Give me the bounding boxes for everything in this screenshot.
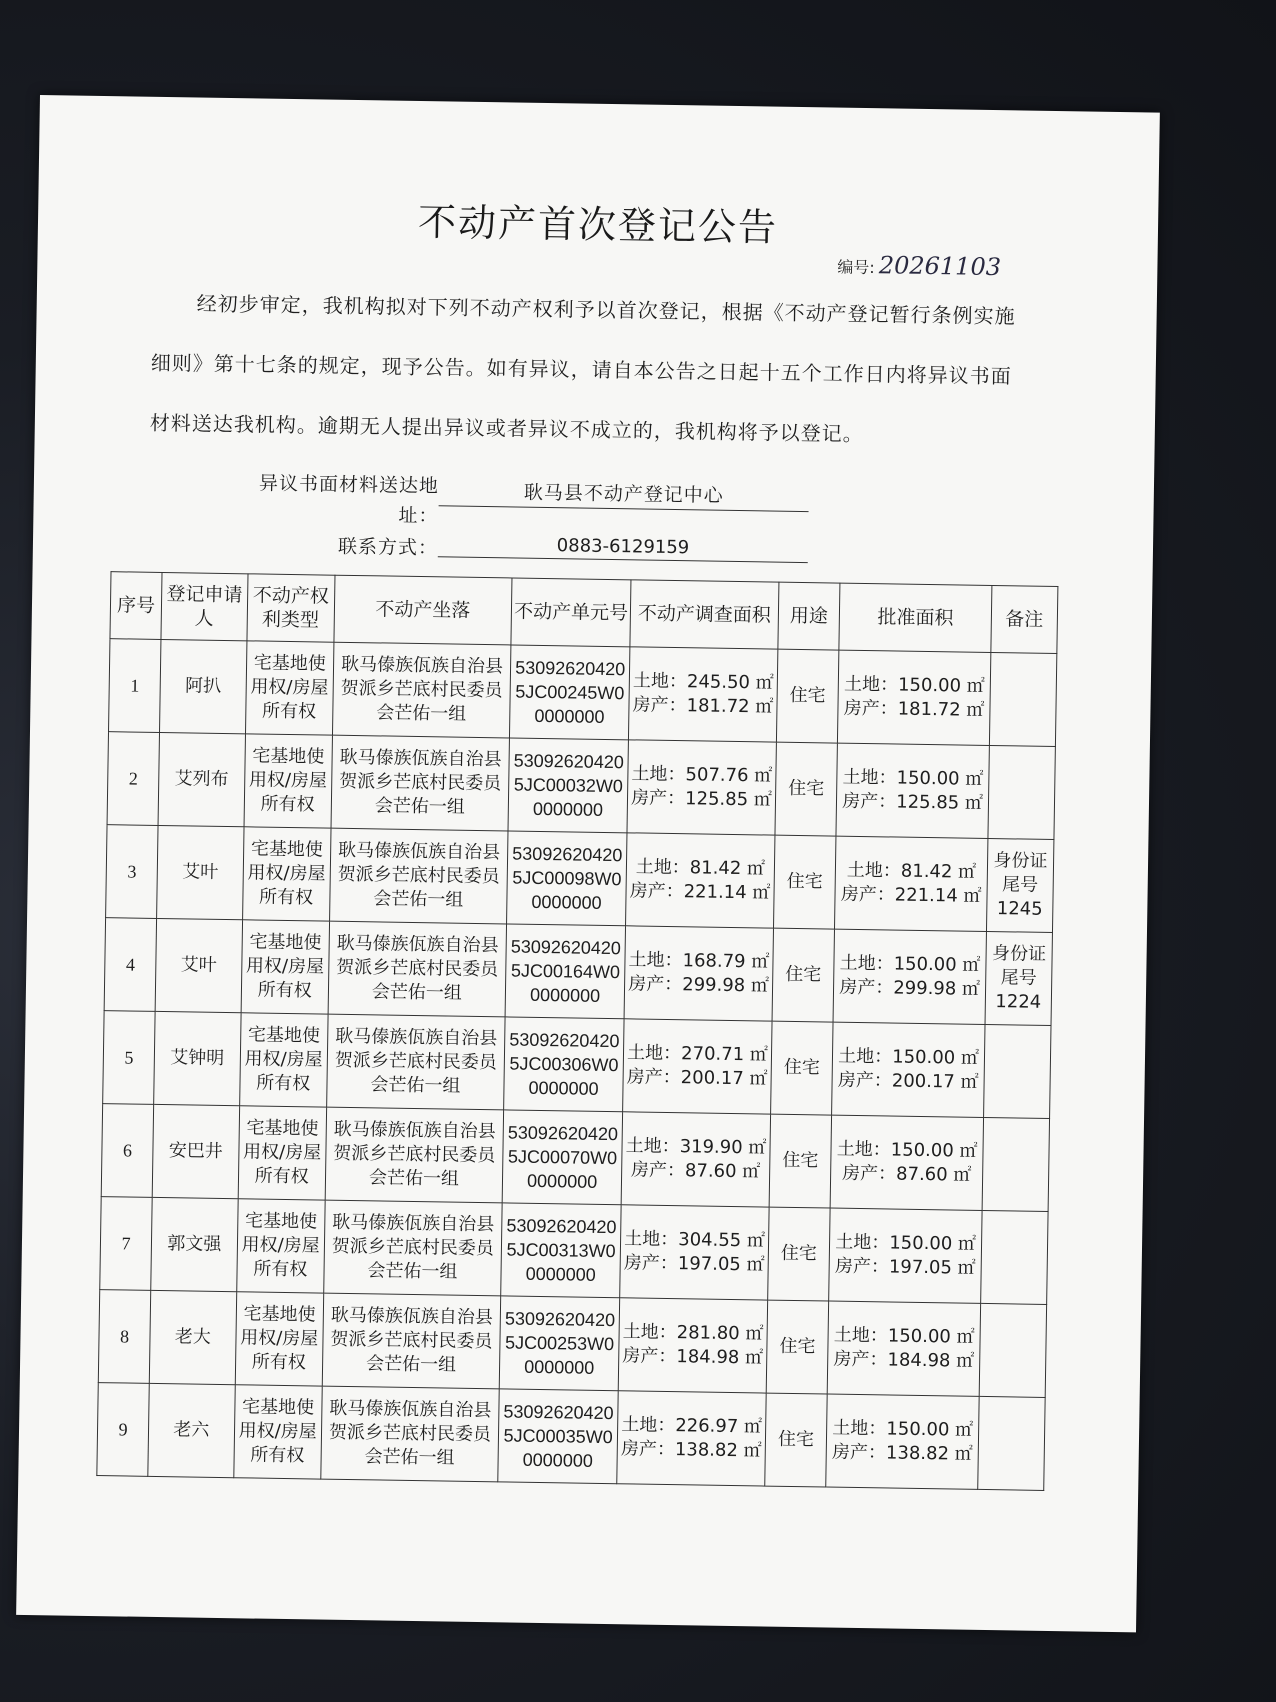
- survey-land: 土地：281.80 ㎡: [622, 1321, 764, 1345]
- table-row: [100, 1197, 1048, 1305]
- table-row: [103, 1011, 1051, 1119]
- cell-use: 住宅: [773, 835, 836, 929]
- approved-house: 房产：125.85 ㎡: [842, 790, 984, 814]
- table-row: [98, 1290, 1046, 1398]
- cell-use: 住宅: [766, 1300, 829, 1394]
- cell-remark: [982, 1117, 1050, 1211]
- header-right-type: 不动产权利类型: [246, 574, 334, 642]
- cell-seq: 6: [101, 1104, 154, 1198]
- table-row: [101, 1104, 1049, 1212]
- survey-land: 土地：245.50 ㎡: [632, 670, 774, 694]
- header-approved-area: 批准面积: [839, 583, 991, 652]
- survey-land: 土地：270.71 ㎡: [626, 1042, 769, 1066]
- survey-house: 房产：299.98 ㎡: [628, 973, 770, 997]
- header-location: 不动产坐落: [334, 575, 512, 645]
- cell-unit-no: 530926204205JC00035W00000000: [498, 1389, 619, 1484]
- cell-remark: 身份证尾号1245: [986, 838, 1054, 932]
- table-row: [97, 1383, 1045, 1491]
- document-number: [837, 251, 1001, 282]
- cell-use: 住宅: [770, 1021, 833, 1115]
- objection-address-label-line2: 址：: [398, 504, 439, 528]
- cell-survey-area: [620, 1205, 769, 1300]
- approved-land: 土地：150.00 ㎡: [832, 1417, 974, 1441]
- survey-land: 土地：304.55 ㎡: [624, 1228, 766, 1252]
- cell-location: 耿马傣族佤族自治县贺派乡芒底村民委员会芒佑一组: [332, 642, 510, 738]
- approved-land: 土地：150.00 ㎡: [833, 1324, 975, 1348]
- cell-survey-area: [626, 833, 775, 928]
- notice-paragraph-line-3: 材料送达我机构。逾期无人提出异议或者异议不成立的，我机构将予以登记。: [149, 410, 864, 446]
- cell-approved-area: [826, 1394, 979, 1489]
- cell-seq: 5: [103, 1011, 156, 1105]
- survey-house: 房产：197.05 ㎡: [623, 1252, 765, 1276]
- cell-approved-area: [832, 1022, 985, 1117]
- cell-approved-area: [828, 1301, 981, 1396]
- approved-house: 房产：181.72 ㎡: [843, 697, 985, 721]
- approved-land: 土地：150.00 ㎡: [842, 766, 984, 790]
- survey-land: 土地：81.42 ㎡: [635, 856, 766, 880]
- cell-survey-area: [629, 647, 778, 742]
- approved-house: 房产：138.82 ㎡: [831, 1441, 973, 1465]
- cell-right-type: 宅基地使用权/房屋所有权: [245, 641, 334, 735]
- cell-unit-no: 530926204205JC00253W00000000: [499, 1296, 620, 1391]
- document-number-handwritten: 20261103: [878, 251, 1002, 282]
- document-number-label: 编号:: [837, 257, 875, 278]
- cell-applicant: 安巴井: [152, 1104, 239, 1198]
- cell-applicant: 艾钟明: [154, 1011, 241, 1105]
- cell-right-type: 宅基地使用权/房屋所有权: [244, 734, 333, 828]
- cell-survey-area: [627, 740, 776, 835]
- notice-paragraph-line-1: 经初步审定，我机构拟对下列不动产权利予以首次登记，根据《不动产登记暂行条例实施: [196, 291, 1016, 329]
- cell-remark: [988, 745, 1056, 839]
- survey-house: 房产：181.72 ㎡: [632, 694, 774, 718]
- cell-approved-area: [833, 929, 986, 1024]
- cell-location: 耿马傣族佤族自治县贺派乡芒底村民委员会芒佑一组: [325, 1107, 503, 1203]
- header-use: 用途: [777, 582, 840, 650]
- cell-approved-area: [836, 743, 989, 838]
- approved-house: 房产：87.60 ㎡: [841, 1162, 972, 1186]
- cell-seq: 1: [109, 639, 162, 733]
- cell-right-type: 宅基地使用权/房屋所有权: [242, 827, 331, 921]
- cell-location: 耿马傣族佤族自治县贺派乡芒底村民委员会芒佑一组: [324, 1200, 502, 1296]
- cell-survey-area: [623, 1019, 772, 1114]
- contact-value: 0883-6129159: [438, 533, 808, 563]
- notice-sheet: [16, 95, 1160, 1632]
- header-unit-no: 不动产单元号: [511, 578, 631, 647]
- table-row: [107, 732, 1055, 840]
- objection-address-label-line1: 异议书面材料送达地: [258, 472, 440, 498]
- survey-house: 房产：125.85 ㎡: [630, 787, 773, 811]
- approved-land: 土地：81.42 ㎡: [846, 859, 977, 883]
- cell-location: 耿马傣族佤族自治县贺派乡芒底村民委员会芒佑一组: [331, 735, 509, 831]
- cell-right-type: 宅基地使用权/房屋所有权: [233, 1385, 322, 1479]
- table-row: [106, 825, 1054, 933]
- cell-right-type: 宅基地使用权/房屋所有权: [236, 1199, 325, 1293]
- cell-approved-area: [838, 650, 991, 745]
- cell-applicant: 郭文强: [151, 1197, 238, 1291]
- cell-survey-area: [624, 926, 773, 1021]
- survey-house: 房产：184.98 ㎡: [622, 1345, 764, 1369]
- cell-remark: [983, 1024, 1051, 1118]
- cell-right-type: 宅基地使用权/房屋所有权: [239, 1013, 328, 1107]
- approved-house: 房产：200.17 ㎡: [837, 1069, 979, 1093]
- cell-remark: [980, 1210, 1048, 1304]
- cell-approved-area: [835, 836, 988, 931]
- cell-survey-area: [619, 1298, 768, 1393]
- approved-house: 房产：221.14 ㎡: [840, 883, 982, 907]
- cell-unit-no: 530926204205JC00245W00000000: [509, 645, 630, 740]
- cell-applicant: 艾叶: [157, 825, 244, 919]
- header-survey-area: 不动产调查面积: [630, 580, 778, 649]
- table-row: [109, 639, 1057, 747]
- cell-use: 住宅: [772, 928, 835, 1022]
- cell-use: 住宅: [776, 649, 839, 743]
- cell-seq: 8: [98, 1290, 151, 1384]
- cell-seq: 3: [106, 825, 159, 919]
- header-seq: 序号: [110, 572, 162, 640]
- cell-applicant: 阿扒: [160, 639, 247, 733]
- survey-land: 土地：319.90 ㎡: [625, 1135, 767, 1159]
- cell-unit-no: 530926204205JC00032W00000000: [508, 738, 629, 833]
- cell-approved-area: [829, 1208, 982, 1303]
- cell-remark: 身份证尾号1224: [985, 931, 1053, 1025]
- cell-seq: 4: [104, 918, 157, 1012]
- cell-right-type: 宅基地使用权/房屋所有权: [238, 1106, 327, 1200]
- cell-unit-no: 530926204205JC00306W00000000: [504, 1017, 625, 1112]
- objection-address-label: [258, 468, 439, 531]
- cell-unit-no: 530926204205JC00313W00000000: [501, 1203, 622, 1298]
- survey-land: 土地：226.97 ㎡: [621, 1414, 763, 1438]
- cell-right-type: 宅基地使用权/房屋所有权: [235, 1292, 324, 1386]
- cell-use: 住宅: [767, 1207, 830, 1301]
- cell-location: 耿马傣族佤族自治县贺派乡芒底村民委员会芒佑一组: [329, 828, 507, 924]
- table-row: [104, 918, 1052, 1026]
- survey-house: 房产：87.60 ㎡: [630, 1159, 761, 1183]
- approved-house: 房产：184.98 ㎡: [833, 1348, 975, 1372]
- survey-house: 房产：138.82 ㎡: [620, 1438, 762, 1462]
- survey-land: 土地：507.76 ㎡: [631, 763, 773, 787]
- approved-house: 房产：299.98 ㎡: [839, 976, 981, 1000]
- survey-land: 土地：168.79 ㎡: [628, 949, 770, 973]
- objection-address-value: 耿马县不动产登记中心: [439, 476, 809, 512]
- cell-remark: [989, 653, 1057, 747]
- approved-land: 土地：150.00 ㎡: [835, 1231, 977, 1255]
- survey-house: 房产：200.17 ㎡: [626, 1066, 768, 1090]
- approved-land: 土地：150.00 ㎡: [836, 1138, 978, 1162]
- approved-land: 土地：150.00 ㎡: [843, 673, 985, 697]
- cell-location: 耿马傣族佤族自治县贺派乡芒底村民委员会芒佑一组: [327, 1014, 505, 1110]
- cell-applicant: 老六: [148, 1383, 235, 1477]
- cell-use: 住宅: [775, 742, 838, 836]
- cell-approved-area: [831, 1115, 984, 1210]
- cell-seq: 9: [97, 1383, 150, 1477]
- cell-remark: [978, 1396, 1046, 1490]
- approved-land: 土地：150.00 ㎡: [839, 952, 981, 976]
- cell-survey-area: [622, 1112, 771, 1207]
- approved-house: 房产：197.05 ㎡: [834, 1255, 976, 1279]
- approved-land: 土地：150.00 ㎡: [838, 1045, 980, 1069]
- notice-title: 不动产首次登记公告: [417, 199, 779, 250]
- survey-house: 房产：221.14 ㎡: [629, 880, 771, 904]
- cell-applicant: 艾叶: [155, 918, 242, 1012]
- cell-applicant: 艾列布: [158, 732, 245, 826]
- cell-remark: [979, 1303, 1047, 1397]
- header-remark: 备注: [991, 586, 1058, 654]
- cell-location: 耿马傣族佤族自治县贺派乡芒底村民委员会芒佑一组: [328, 921, 506, 1017]
- cell-survey-area: [617, 1391, 766, 1486]
- registration-table: [96, 571, 1058, 1491]
- header-applicant: 登记申请人: [161, 572, 247, 640]
- cell-seq: 7: [100, 1197, 153, 1291]
- cell-location: 耿马傣族佤族自治县贺派乡芒底村民委员会芒佑一组: [321, 1386, 499, 1482]
- cell-use: 住宅: [769, 1114, 832, 1208]
- cell-unit-no: 530926204205JC00098W00000000: [506, 831, 627, 926]
- cell-right-type: 宅基地使用权/房屋所有权: [241, 920, 330, 1014]
- notice-paragraph-line-2: 细则》第十七条的规定，现予公告。如有异议，请自本公告之日起十五个工作日内将异议书面: [150, 350, 1012, 389]
- cell-unit-no: 530926204205JC00164W00000000: [505, 924, 626, 1019]
- cell-unit-no: 530926204205JC00070W00000000: [502, 1110, 623, 1205]
- contact-label: 联系方式：: [337, 535, 439, 560]
- cell-applicant: 老大: [149, 1290, 236, 1384]
- cell-seq: 2: [107, 732, 160, 826]
- cell-use: 住宅: [764, 1393, 827, 1487]
- cell-location: 耿马傣族佤族自治县贺派乡芒底村民委员会芒佑一组: [322, 1293, 500, 1389]
